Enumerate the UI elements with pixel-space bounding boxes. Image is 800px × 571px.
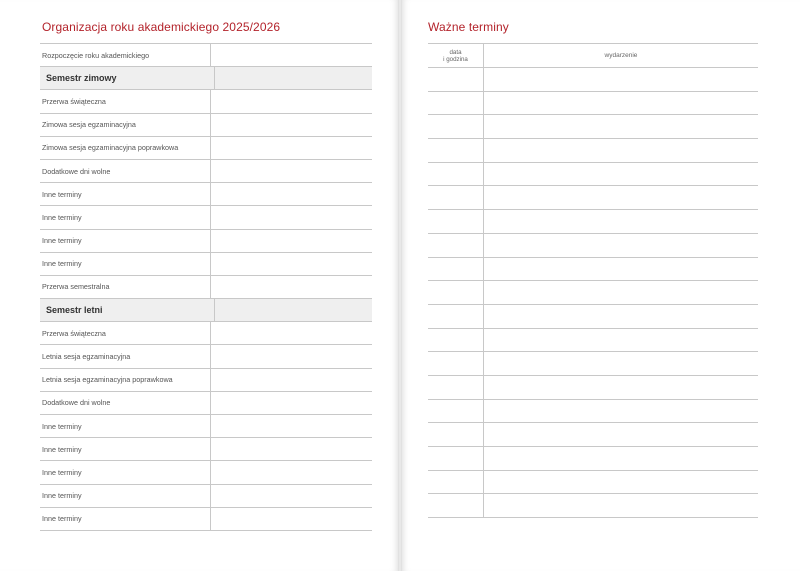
date-entry-cell[interactable] — [210, 253, 372, 275]
event-cell[interactable] — [484, 352, 758, 375]
date-cell[interactable] — [428, 186, 484, 209]
row-label: Inne terminy — [42, 514, 82, 524]
event-cell[interactable] — [484, 447, 758, 470]
table-row — [428, 376, 758, 400]
table-row — [428, 423, 758, 447]
table-row — [428, 305, 758, 329]
right-page-title: Ważne terminy — [428, 20, 509, 34]
table-row — [428, 447, 758, 471]
event-cell[interactable] — [484, 376, 758, 399]
row-label: Rozpoczęcie roku akademickiego — [42, 50, 150, 60]
row-label: Inne terminy — [42, 259, 82, 269]
table-row — [428, 352, 758, 376]
event-column-header: wydarzenie — [604, 52, 638, 59]
date-entry-cell[interactable] — [210, 114, 372, 136]
table-row — [428, 258, 758, 282]
important-dates-table — [428, 43, 758, 518]
table-row — [40, 183, 372, 206]
table-row — [428, 281, 758, 305]
date-cell[interactable] — [428, 376, 484, 399]
table-row — [428, 471, 758, 495]
date-entry-cell[interactable] — [210, 160, 372, 182]
table-row — [40, 461, 372, 484]
event-cell[interactable] — [484, 210, 758, 233]
row-label: Zimowa sesja egzaminacyjna — [42, 120, 136, 130]
table-row — [40, 392, 372, 415]
row-label: Zimowa sesja egzaminacyjna poprawkowa — [42, 143, 179, 153]
table-row — [428, 68, 758, 92]
section-row — [40, 299, 372, 322]
row-label: Inne terminy — [42, 212, 82, 222]
date-entry-cell[interactable] — [210, 392, 372, 414]
table-row — [40, 114, 372, 137]
date-entry-cell[interactable] — [210, 44, 372, 66]
table-row — [428, 210, 758, 234]
date-cell[interactable] — [428, 447, 484, 470]
date-cell[interactable] — [428, 305, 484, 328]
table-row — [40, 253, 372, 276]
event-cell[interactable] — [484, 92, 758, 115]
event-cell[interactable] — [484, 305, 758, 328]
row-label: Inne terminy — [42, 189, 82, 199]
table-row — [40, 137, 372, 160]
table-row — [40, 206, 372, 229]
table-header-row — [428, 44, 758, 68]
row-label: Dodatkowe dni wolne — [42, 166, 111, 176]
table-row — [428, 92, 758, 116]
table-row — [40, 44, 372, 67]
event-cell[interactable] — [484, 423, 758, 446]
date-entry-cell[interactable] — [210, 137, 372, 159]
date-entry-cell[interactable] — [210, 90, 372, 112]
date-cell[interactable] — [428, 234, 484, 257]
date-cell[interactable] — [428, 423, 484, 446]
academic-year-table — [40, 43, 372, 531]
table-row — [428, 163, 758, 187]
date-entry-cell[interactable] — [210, 183, 372, 205]
row-label: Przerwa świąteczna — [42, 96, 106, 106]
event-cell[interactable] — [484, 68, 758, 91]
row-label: Inne terminy — [42, 467, 82, 477]
date-entry-cell[interactable] — [210, 345, 372, 367]
row-label: Przerwa świąteczna — [42, 328, 106, 338]
date-cell[interactable] — [428, 400, 484, 423]
table-row — [40, 438, 372, 461]
event-cell[interactable] — [484, 400, 758, 423]
table-row — [40, 322, 372, 345]
table-row — [40, 230, 372, 253]
date-header-line1: data — [449, 48, 462, 56]
row-label: Inne terminy — [42, 236, 82, 246]
date-cell[interactable] — [428, 163, 484, 186]
event-cell[interactable] — [484, 329, 758, 352]
table-row — [428, 400, 758, 424]
section-row — [40, 67, 372, 90]
table-row — [40, 160, 372, 183]
table-row — [40, 508, 372, 531]
event-cell[interactable] — [484, 281, 758, 304]
date-entry-cell[interactable] — [214, 299, 372, 321]
event-cell[interactable] — [484, 115, 758, 138]
section-label: Semestr zimowy — [46, 73, 117, 84]
date-entry-cell[interactable] — [210, 485, 372, 507]
event-cell[interactable] — [484, 139, 758, 162]
date-cell[interactable] — [428, 281, 484, 304]
date-entry-cell[interactable] — [210, 508, 372, 530]
date-column-header — [428, 44, 484, 67]
row-label: Dodatkowe dni wolne — [42, 398, 111, 408]
event-cell[interactable] — [484, 234, 758, 257]
date-cell[interactable] — [428, 329, 484, 352]
date-header-line2: i godzina — [443, 55, 468, 63]
row-label: Letnia sesja egzaminacyjna — [42, 352, 131, 362]
table-row — [40, 276, 372, 299]
date-entry-cell[interactable] — [210, 322, 372, 344]
table-row — [40, 345, 372, 368]
date-cell[interactable] — [428, 258, 484, 281]
date-entry-cell[interactable] — [210, 230, 372, 252]
left-page-title: Organizacja roku akademickiego 2025/2026 — [42, 20, 281, 34]
date-cell[interactable] — [428, 352, 484, 375]
date-cell[interactable] — [428, 471, 484, 494]
table-row — [428, 186, 758, 210]
date-cell[interactable] — [428, 210, 484, 233]
date-cell[interactable] — [428, 92, 484, 115]
table-row — [428, 115, 758, 139]
date-entry-cell[interactable] — [210, 276, 372, 298]
left-page — [0, 0, 398, 571]
table-row — [428, 329, 758, 353]
table-row — [40, 485, 372, 508]
row-label: Letnia sesja egzaminacyjna poprawkowa — [42, 375, 173, 385]
table-row — [40, 369, 372, 392]
event-cell[interactable] — [484, 186, 758, 209]
date-entry-cell[interactable] — [210, 369, 372, 391]
date-entry-cell[interactable] — [214, 67, 372, 89]
table-row — [428, 494, 758, 518]
event-cell[interactable] — [484, 258, 758, 281]
section-label: Semestr letni — [46, 305, 103, 316]
event-cell[interactable] — [484, 494, 758, 517]
table-row — [428, 139, 758, 163]
date-entry-cell[interactable] — [210, 415, 372, 437]
date-cell[interactable] — [428, 115, 484, 138]
event-cell[interactable] — [484, 163, 758, 186]
table-row — [40, 90, 372, 113]
date-entry-cell[interactable] — [210, 206, 372, 228]
row-label: Inne terminy — [42, 444, 82, 454]
row-label: Inne terminy — [42, 491, 82, 501]
event-cell[interactable] — [484, 471, 758, 494]
date-cell[interactable] — [428, 494, 484, 517]
row-label: Przerwa semestralna — [42, 282, 110, 292]
date-cell[interactable] — [428, 68, 484, 91]
date-cell[interactable] — [428, 139, 484, 162]
date-entry-cell[interactable] — [210, 438, 372, 460]
table-row — [40, 415, 372, 438]
row-label: Inne terminy — [42, 421, 82, 431]
date-entry-cell[interactable] — [210, 461, 372, 483]
right-page — [402, 0, 800, 571]
table-row — [428, 234, 758, 258]
